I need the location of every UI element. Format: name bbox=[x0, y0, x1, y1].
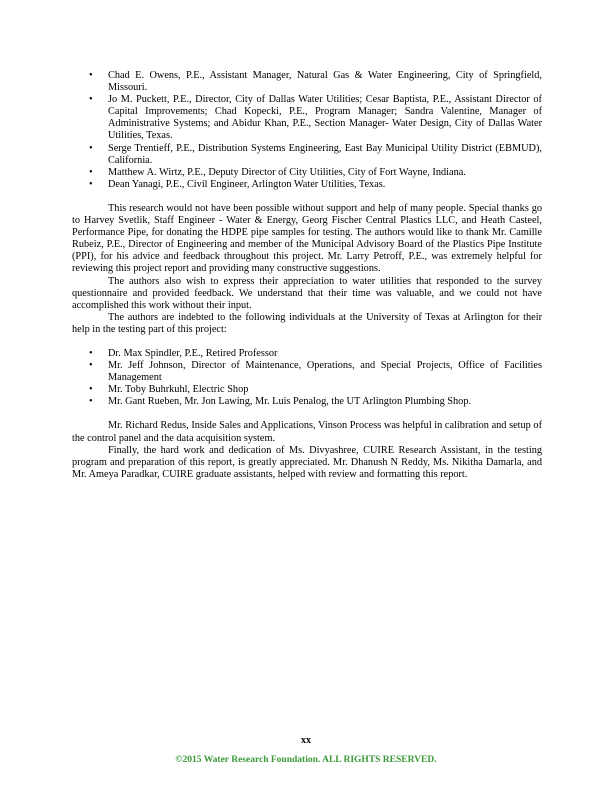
list-item bbox=[72, 179, 542, 191]
acknowledgement-list-uta bbox=[72, 348, 542, 408]
list-item-text: Chad E. Owens, P.E., Assistant Manager, Natural Gas & Water Engineering, City of Springfield, Missouri. bbox=[108, 70, 542, 94]
list-item-text: Mr. Jeff Johnson, Director of Maintenance, Operations, and Special Projects, Office of Facilities Management bbox=[108, 360, 542, 384]
list-item bbox=[72, 143, 542, 167]
list-item-text: Serge Trentieff, P.E., Distribution Systems Engineering, East Bay Municipal Utility District (EBMUD), California. bbox=[108, 142, 542, 166]
list-item bbox=[72, 348, 542, 360]
page-number: xx bbox=[301, 735, 311, 746]
bullet-icon: • bbox=[89, 70, 93, 81]
bullet-icon: • bbox=[89, 396, 93, 408]
paragraph-uta: The authors are indebted to the following individuals at the University of Texas at Arlington for their help in the testing part of this project: bbox=[72, 311, 542, 335]
bullet-icon: • bbox=[89, 384, 93, 396]
list-item-text: Jo M. Puckett, P.E., Director, City of Dallas Water Utilities; Cesar Baptista, P.E., Assistant Director of Capital Improvements; Chad Kopecki, P.E., Program Manager; Sandra Valentine, Manager of Administrative Systems; and Abidur Khan, P.E., Section Manager- Water Design, City of Dallas Water Utilities, Texas. bbox=[108, 94, 542, 142]
bullet-icon: • bbox=[89, 178, 93, 190]
paragraph-utilities: The authors also wish to express their appreciation to water utilities that responded to the survey questionnaire and provided feedback. We understand that their time was valuable, and we could not have accomplished this work without their input. bbox=[72, 275, 542, 311]
paragraph-cuire: Finally, the hard work and dedication of Ms. Divyashree, CUIRE Research Assistant, in the testing program and preparation of this report, is greatly appreciated. Mr. Dhanush N Reddy, Ms. Nikitha Damarla, and Mr. Ameya Paradkar, CUIRE graduate assistants, helped with review and formatting this report. bbox=[72, 444, 542, 480]
list-item bbox=[72, 70, 542, 94]
copyright-footer: ©2015 Water Research Foundation. ALL RIGHTS RESERVED. bbox=[175, 755, 437, 765]
bullet-icon: • bbox=[89, 166, 93, 178]
list-item bbox=[72, 396, 542, 408]
list-item bbox=[72, 360, 542, 384]
list-item-text: Matthew A. Wirtz, P.E., Deputy Director of City Utilities, City of Fort Wayne, Indiana. bbox=[108, 166, 466, 178]
list-item bbox=[72, 94, 542, 142]
paragraph-support: This research would not have been possible without support and help of many people. Special thanks go to Harvey Svetlik, Staff Engineer - Water & Energy, Georg Fischer Central Plastics LLC, and Heath Casteel, Performance Pipe, for donating the HDPE pipe samples for testing. The authors would like to thank Mr. Camille Rubeiz, P.E., Director of Engineering and member of the Municipal Advisory Board of the Plastics Pipe Institute (PPI), for his advice and feedback throughout this project. Mr. Larry Petroff, P.E., was extremely helpful for reviewing this project report and providing many constructive suggestions. bbox=[72, 202, 542, 275]
paragraph-vinson: Mr. Richard Redus, Inside Sales and Applications, Vinson Process was helpful in calibration and setup of the control panel and the data acquisition system. bbox=[72, 420, 542, 444]
bullet-icon: • bbox=[89, 142, 93, 154]
acknowledgement-list-utilities bbox=[72, 70, 542, 191]
bullet-icon: • bbox=[89, 360, 93, 372]
list-item-text: Mr. Gant Rueben, Mr. Jon Lawing, Mr. Luis Penalog, the UT Arlington Plumbing Shop. bbox=[108, 396, 472, 408]
list-item bbox=[72, 167, 542, 179]
list-item-text: Dean Yanagi, P.E., Civil Engineer, Arlington Water Utilities, Texas. bbox=[108, 178, 386, 190]
bullet-icon: • bbox=[89, 347, 93, 359]
page-content bbox=[72, 70, 542, 481]
bullet-icon: • bbox=[89, 94, 93, 106]
list-item-text: Dr. Max Spindler, P.E., Retired Professor bbox=[108, 347, 278, 359]
list-item-text: Mr. Toby Buhrkuhl, Electric Shop bbox=[108, 384, 249, 396]
list-item bbox=[72, 384, 542, 396]
